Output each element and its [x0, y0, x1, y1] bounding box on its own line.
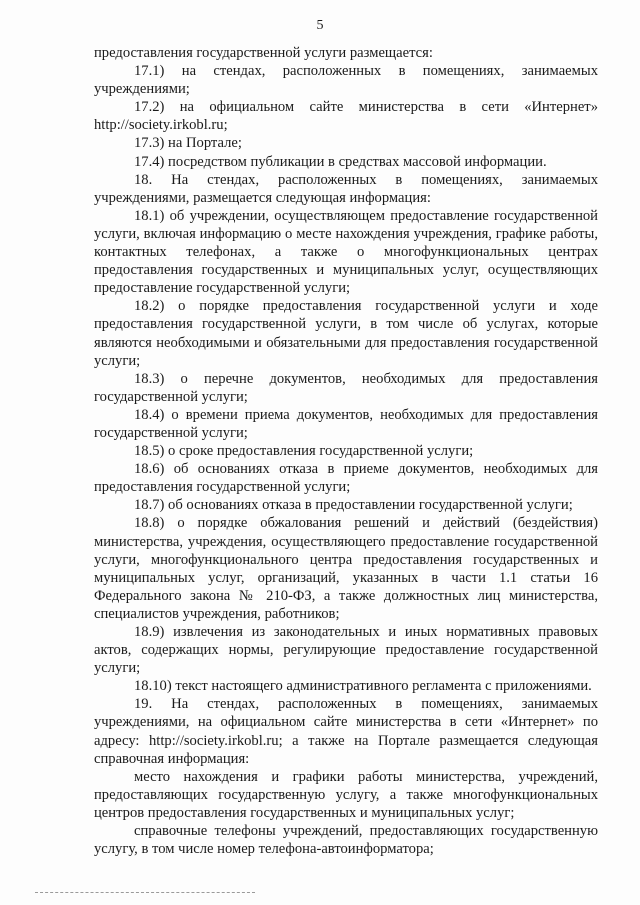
paragraph: 17.1) на стендах, расположенных в помещениях, занимаемых учреждениями;: [94, 63, 598, 98]
paragraph: 18.10) текст настоящего административного регламента с приложениями.: [134, 678, 592, 695]
scan-artifact-line: [35, 892, 255, 893]
paragraph: 17.2) на официальном сайте министерства в сети «Интернет» http://society.irkobl.ru;: [94, 99, 598, 134]
paragraph: 17.4) посредством публикации в средствах массовой информации.: [134, 153, 547, 170]
document-body: [94, 44, 598, 858]
paragraph: 19. На стендах, расположенных в помещениях, занимаемых учреждениями, на официальном сайте министерства в сети «Интернет» по адресу: http://society.irkobl.ru; а также на Портале размещается следующая справочная информация:: [94, 696, 598, 767]
paragraph: 18.9) извлечения из законодательных и иных нормативных правовых актов, содержащих нормы, регулирующие предоставление государственной услуги;: [94, 624, 598, 677]
paragraph: 18.3) о перечне документов, необходимых для предоставления государственной услуги;: [94, 370, 598, 405]
paragraph: 18.2) о порядке предоставления государственной услуги и ходе предоставления государственной услуги, в том числе об услугах, которые являются необходимыми и обязательными для предоставления государственной услуги;: [94, 298, 598, 369]
page-number: 5: [316, 18, 324, 33]
paragraph: 18.4) о времени приема документов, необходимых для предоставления государственной услуги;: [94, 406, 598, 441]
paragraph: 18.6) об основаниях отказа в приеме документов, необходимых для предоставления государственной услуги;: [94, 461, 598, 496]
paragraph: справочные телефоны учреждений, предоставляющих государственную услугу, в том числе номер телефона-автоинформатора;: [94, 823, 598, 858]
paragraph: место нахождения и графики работы министерства, учреждений, предоставляющих государственную услугу, а также многофункциональных центров предоставления государственных и муниципальных услуг;: [94, 768, 598, 821]
paragraph: предоставления государственной услуги размещается:: [94, 45, 433, 61]
paragraph: 18.8) о порядке обжалования решений и действий (бездействия) министерства, учреждения, осуществляющего предоставление государственной услуги, многофункционального центра предоставления государственных и муниципальных услуг, организаций, указанных в части 1.1 статьи 16 Федерального закона № 210-ФЗ, а также должностных лиц министерства, специалистов учреждения, работников;: [94, 515, 598, 622]
paragraph: 17.3) на Портале;: [134, 135, 242, 152]
paragraph: 18. На стендах, расположенных в помещениях, занимаемых учреждениями, размещается следующая информация:: [94, 171, 598, 206]
paragraph: 18.5) о сроке предоставления государственной услуги;: [134, 443, 474, 460]
paragraph: 18.1) об учреждении, осуществляющем предоставление государственной услуги, включая информацию о месте нахождения учреждения, графике работы, контактных телефонах, а также о многофункциональных центрах предоставления государственных и муниципальных услуг, осуществляющих предоставление государственной услуги;: [94, 207, 598, 297]
paragraph: 18.7) об основаниях отказа в предоставлении государственной услуги;: [134, 497, 573, 514]
